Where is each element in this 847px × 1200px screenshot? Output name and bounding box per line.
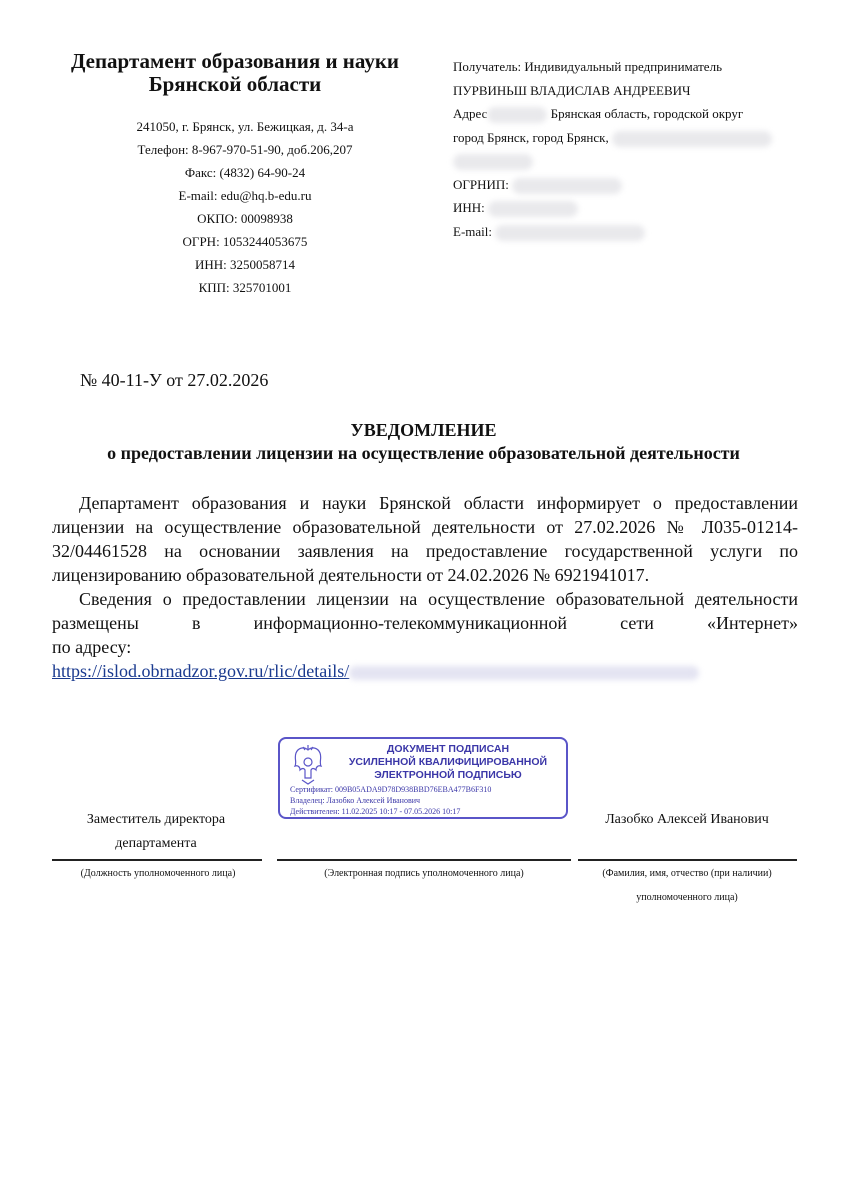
sender-email: E-mail: edu@hq.b-edu.ru	[178, 188, 312, 203]
body-paragraph-2-tail: по адресу:	[52, 637, 132, 657]
signer-name: Лазобко Алексей Иванович	[605, 812, 769, 827]
recipient-inn-label: ИНН:	[453, 200, 485, 215]
body-paragraph-2: Сведения о предоставлении лицензии на осуществление образовательной деятельности размещены в информационно-телекоммуникационной сети «Интернет»	[52, 589, 798, 633]
redaction-mark	[488, 201, 578, 217]
redaction-mark	[453, 154, 533, 170]
position-underline	[52, 859, 262, 861]
sender-title-line2: Брянской области	[148, 72, 322, 96]
notice-heading	[40, 419, 807, 465]
recipient-address	[453, 102, 803, 126]
redaction-mark	[495, 225, 645, 241]
recipient-address-city	[453, 126, 803, 150]
caption-signature: (Электронная подпись уполномоченного лица)	[324, 868, 524, 879]
recipient-address-city-text: город Брянск, город Брянск,	[453, 129, 609, 145]
redaction-mark	[612, 131, 772, 147]
recipient-redacted-line	[453, 149, 803, 173]
recipient-address-label: Адрес	[453, 106, 488, 121]
stamp-heading-line3: ЭЛЕКТРОННОЙ ПОДПИСЬЮ	[374, 769, 522, 781]
caption-name-line2: уполномоченного лица)	[636, 892, 738, 903]
redaction-mark	[487, 107, 547, 123]
caption-position: (Должность уполномоченного лица)	[80, 868, 236, 879]
recipient-ogrnip-label: ОГРНИП:	[453, 176, 509, 192]
stamp-certificate: Сертификат: 009B05ADA9D78D938BBD76EBA477B6F310	[290, 785, 492, 794]
stamp-owner: Владелец: Лазобко Алексей Иванович	[290, 796, 421, 805]
signature-underline	[277, 859, 571, 861]
recipient-block	[453, 55, 803, 243]
recipient-address-region: Брянская область, городской округ	[550, 106, 744, 121]
stamp-heading-line1: ДОКУМЕНТ ПОДПИСАН	[386, 743, 510, 755]
stamp-validity: Действителен: 11.02.2025 10:17 - 07.05.2026 10:17	[290, 807, 461, 816]
stamp-heading-line2: УСИЛЕННОЙ КВАЛИФИЦИРОВАННОЙ	[348, 756, 548, 768]
recipient-name: ПУРВИНЬШ ВЛАДИСЛАВ АНДРЕЕВИЧ	[453, 82, 691, 98]
name-underline	[578, 859, 797, 861]
sender-inn: ИНН: 3250058714	[194, 257, 296, 272]
sender-contacts	[100, 115, 390, 299]
notice-subtitle: о предоставлении лицензии на осуществление образовательной деятельности	[107, 443, 740, 463]
caption-name-line1: (Фамилия, имя, отчество (при наличии)	[602, 868, 772, 879]
license-link-row	[52, 659, 798, 683]
caption-name	[574, 862, 800, 910]
redaction-mark	[349, 666, 699, 680]
stamp-heading	[332, 743, 564, 782]
document-number: № 40-11-У от 27.02.2026	[80, 370, 269, 390]
body-paragraph-1: Департамент образования и науки Брянской области информирует о предоставлении лицензии на осуществление образовательной деятельности от 27.02.2026 № Л035-01214-32/04461528 на основании заявления на предоставление государственной услуги по лицензированию образовательной деятельности от 24.02.2026 № 6921941017.	[52, 493, 798, 585]
recipient-type: Получатель: Индивидуальный предприниматель	[453, 59, 722, 74]
recipient-email-label: E-mail:	[453, 223, 492, 239]
notice-title: УВЕДОМЛЕНИЕ	[350, 420, 497, 440]
electronic-signature-stamp	[278, 737, 568, 819]
notice-body	[52, 491, 798, 683]
signer-position-line2: департамента	[115, 836, 197, 851]
redaction-mark	[512, 178, 622, 194]
sender-fax: Факс: (4832) 64-90-24	[184, 165, 306, 180]
sender-phone: Телефон: 8-967-970-51-90, доб.206,207	[137, 142, 353, 157]
stamp-details	[290, 784, 565, 817]
recipient-ogrnip	[453, 173, 803, 197]
coat-of-arms-icon	[288, 744, 328, 786]
license-link[interactable]: https://islod.obrnadzor.gov.ru/rlic/details/	[52, 661, 350, 681]
sender-kpp: КПП: 325701001	[198, 280, 292, 295]
sender-title-line1: Департамент образования и науки	[70, 49, 400, 73]
sender-address: 241050, г. Брянск, ул. Бежицкая, д. 34-а	[136, 119, 354, 134]
sender-ogrn: ОГРН: 1053244053675	[182, 234, 308, 249]
sender-okpo: ОКПО: 00098938	[197, 211, 293, 226]
sender-title	[50, 50, 420, 96]
signer-position-line1: Заместитель директора	[86, 812, 226, 827]
recipient-inn	[453, 196, 803, 220]
signer-position	[50, 808, 262, 856]
recipient-email	[453, 220, 803, 244]
